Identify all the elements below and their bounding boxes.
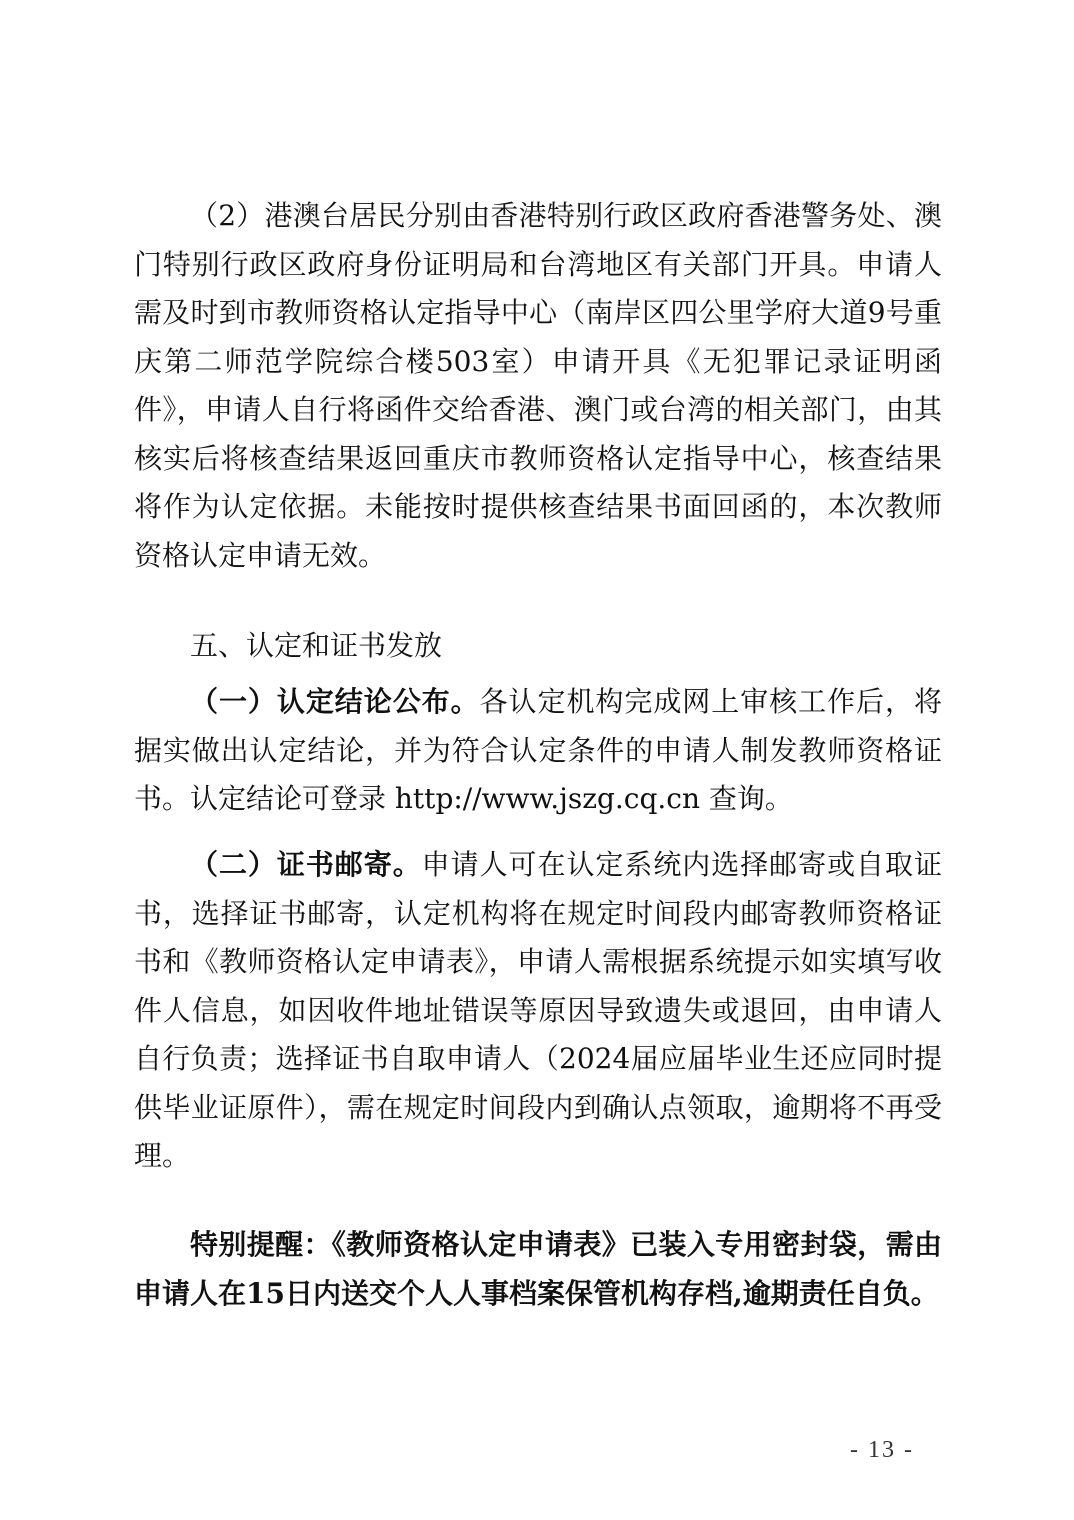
paragraph-body-certificate-mailing: 申请人可在认定系统内选择邮寄或自取证书，选择证书邮寄，认定机构将在规定时间段内邮寄教师资格证书和《教师资格认定申请表》，申请人需根据系统提示如实填写收件人信息，如因收件地址错误等原因导致遗失或退回，由申请人自行负责；选择证书自取申请人（2024届应届毕业生还应同时提供毕业证原件），需在规定时间段内到确认点领取，逾期将不再受理。: [134, 848, 942, 1172]
section-heading-certification-and-issuance: 五、认定和证书发放: [190, 629, 443, 662]
paragraph-certificate-mailing: [134, 841, 942, 1181]
special-reminder-notice: 特别提醒：《教师资格认定申请表》已装入专用密封袋，需由申请人在15日内送交个人人事档案保管机构存档,逾期责任自负。: [134, 1228, 942, 1310]
page-number: - 13 -: [850, 1437, 914, 1463]
paragraph-body-conclusion-announcement: 各认定机构完成网上审核工作后，将据实做出认定结论，并为符合认定条件的申请人制发教师资格证书。认定结论可登录 http://www.jszg.cq.cn 查询。: [134, 685, 942, 815]
paragraph-hk-macao-taiwan-residents: （2）港澳台居民分别由香港特别行政区政府香港警务处、澳门特别行政区政府身份证明局和台湾地区有关部门开具。申请人需及时到市教师资格认定指导中心（南岸区四公里学府大道9号重庆第二师范学院综合楼503室）申请开具《无犯罪记录证明函件》，申请人自行将函件交给香港、澳门或台湾的相关部门，由其核实后将核查结果返回重庆市教师资格认定指导中心，核查结果将作为认定依据。未能按时提供核查结果书面回函的，本次教师资格认定申请无效。: [134, 199, 942, 572]
paragraph-lead-conclusion-announcement: （一）认定结论公布。: [190, 685, 480, 718]
paragraph-lead-certificate-mailing: （二）证书邮寄。: [190, 848, 422, 881]
paragraph-conclusion-announcement: [134, 678, 942, 824]
